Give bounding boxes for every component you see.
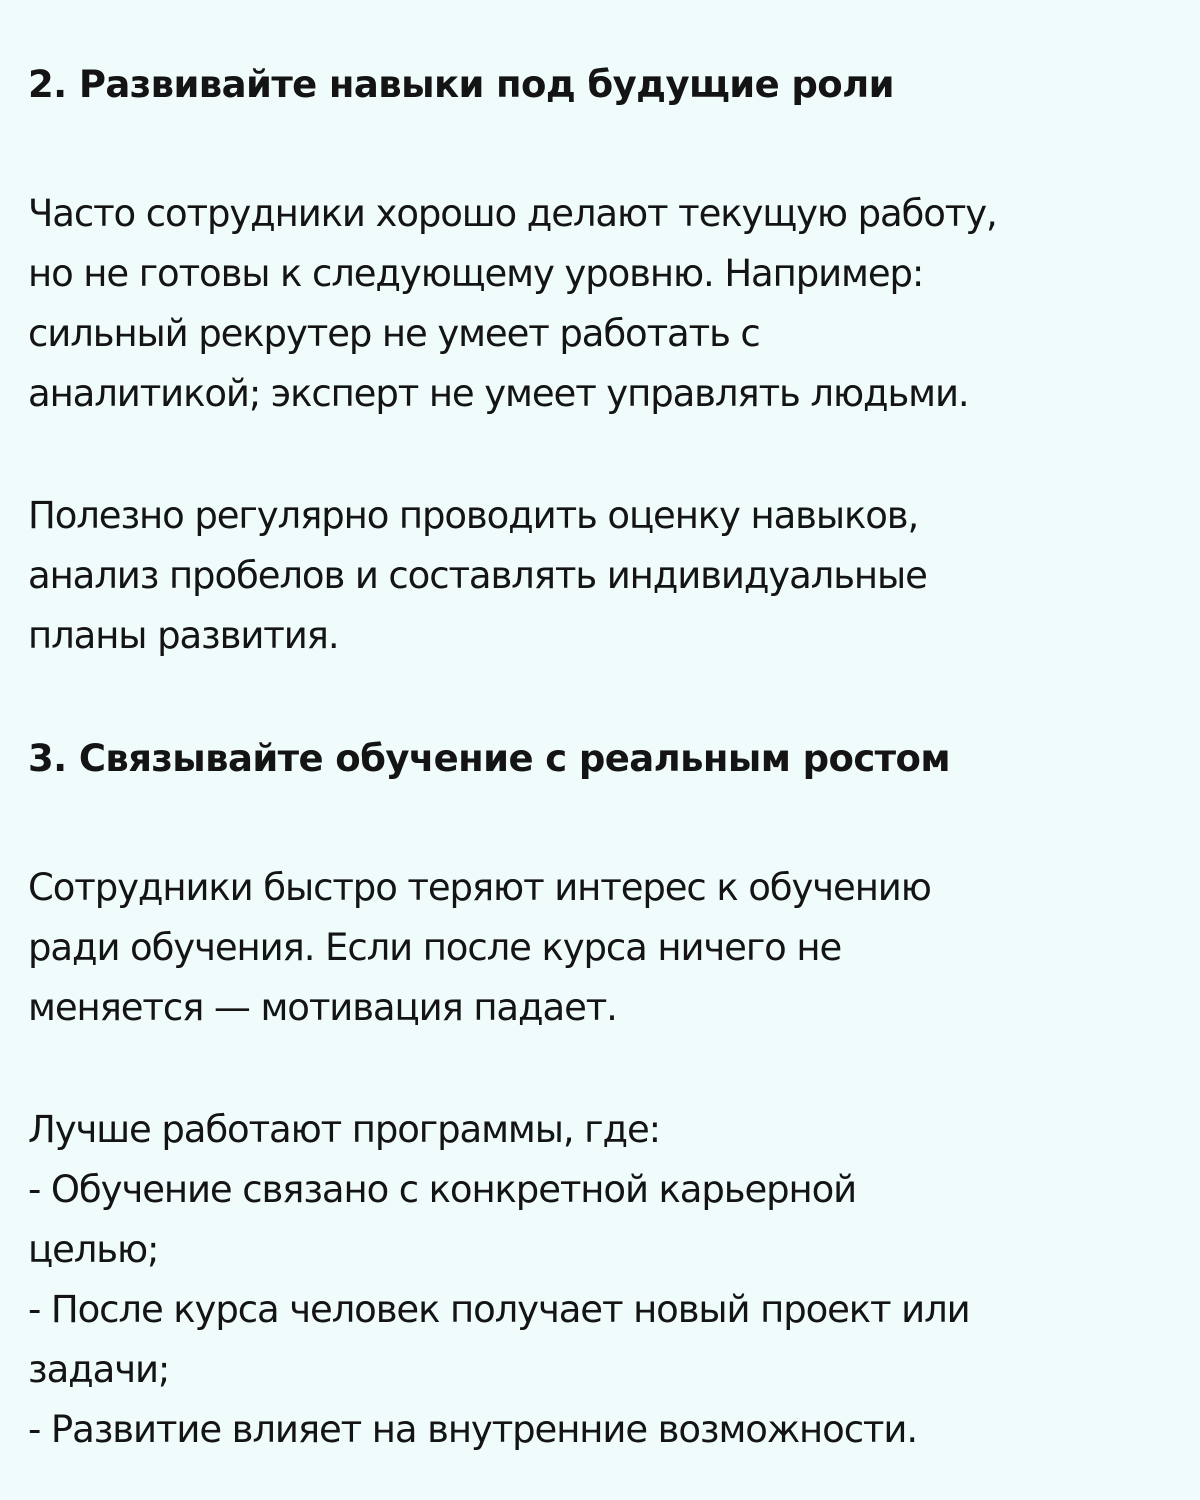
section-3-paragraph-2 [28,1100,1178,1460]
text-line: сильный рекрутер не умеет работать с [28,312,760,355]
list-item: - Обучение связано с конкретной карьерной [28,1168,857,1211]
list-item: - После курса человек получает новый проект или [28,1288,970,1331]
section-2-paragraph-2 [28,486,1178,666]
text-line: Сотрудники быстро теряют интерес к обучению [28,866,931,909]
list-item-continuation: целью; [28,1228,159,1271]
article-page [28,50,1178,1460]
text-line: меняется — мотивация падает. [28,986,617,1029]
section-3-heading: 3. Связывайте обучение с реальным ростом [28,737,950,780]
section-2-heading: 2. Развивайте навыки под будущие роли [28,63,894,106]
text-line: планы развития. [28,614,339,657]
text-line: Часто сотрудники хорошо делают текущую работу, [28,192,997,235]
list-item: - Развитие влияет на внутренние возможности. [28,1408,917,1451]
text-line: ради обучения. Если после курса ничего не [28,926,842,969]
section-3-paragraph-1 [28,858,1178,1038]
list-item-continuation: задачи; [28,1348,170,1391]
section-2-paragraph-1 [28,184,1178,424]
list-intro: Лучше работают программы, где: [28,1108,660,1151]
text-line: Полезно регулярно проводить оценку навыков, [28,494,919,537]
text-line: но не готовы к следующему уровню. Например: [28,252,924,295]
text-line: аналитикой; эксперт не умеет управлять людьми. [28,372,969,415]
text-line: анализ пробелов и составлять индивидуальные [28,554,927,597]
